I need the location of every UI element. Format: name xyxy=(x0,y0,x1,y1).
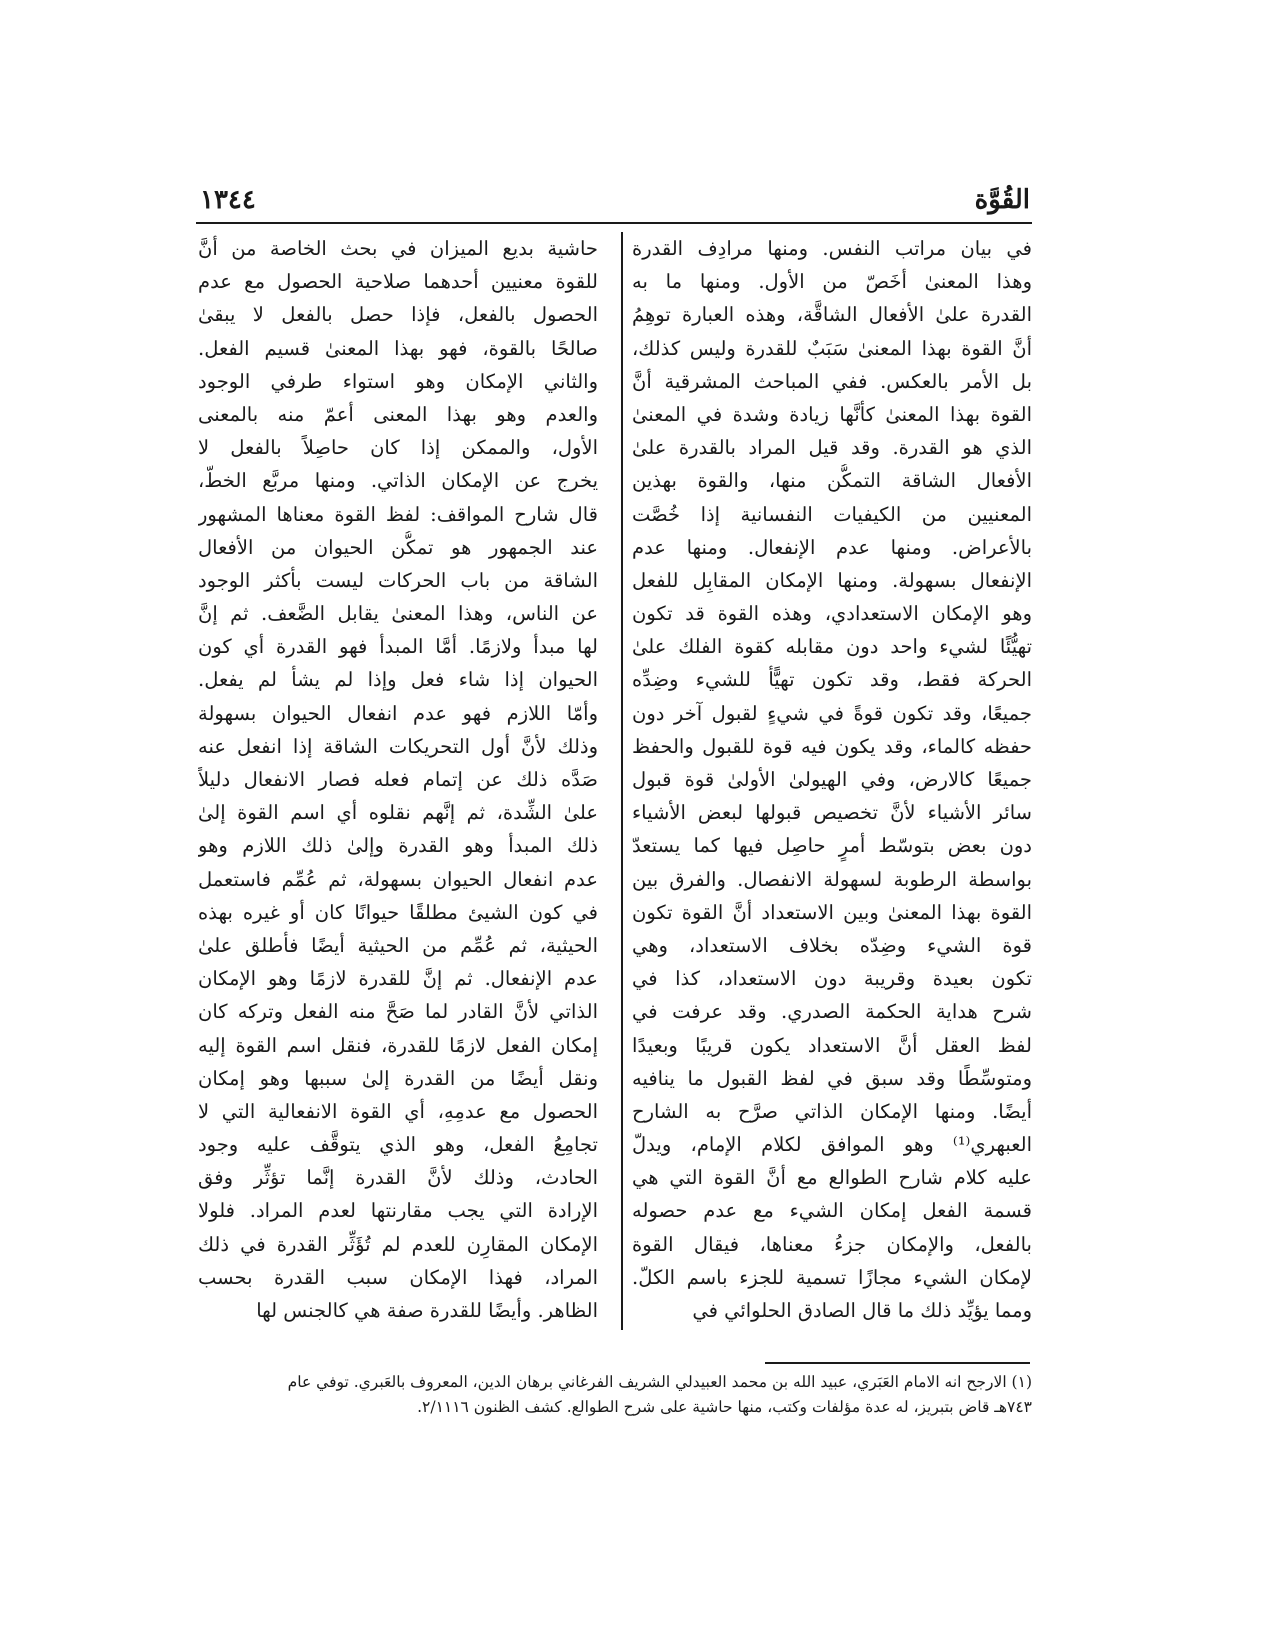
text-line: قسمة الفعل إمكان الشيء مع عدم حصوله xyxy=(632,1199,1032,1223)
footnote-line: ٧٤٣هـ قاض بتبريز، له عدة مؤلفات وكتب، منها حاشية على شرح الطوالع. كشف الظنون ٢/١١١٦. xyxy=(417,1398,1032,1416)
text-line: قال شارح المواقف: لفظ القوة معناها المشهور xyxy=(198,502,598,526)
text-line: الذاتي لأنَّ القادر لما صَحَّ منه الفعل وتركه كان xyxy=(198,1000,598,1024)
text-line: والعدم وهو بهذا المعنى أعمّ منه بالمعنى xyxy=(198,402,598,426)
text-line: يخرج عن الإمكان الذاتي. ومنها مربَّع الخطّ، xyxy=(198,469,598,493)
text-line: للقوة معنيين أحدهما صلاحية الحصول مع عدم xyxy=(198,270,598,294)
text-line: سائر الأشياء لأنَّ تخصيص قبولها لبعض الأشياء xyxy=(632,801,1032,825)
page-number: ١٣٤٤ xyxy=(200,185,256,215)
text-line: حفظه كالماء، وقد يكون فيه قوة للقبول والحفظ xyxy=(632,734,1032,758)
text-line: أيضًا. ومنها الإمكان الذاتي صرَّح به الشارح xyxy=(632,1099,1032,1123)
text-line: تكون بعيدة وقريبة دون الاستعداد، كذا في xyxy=(632,967,1032,991)
text-line: جميعًا كالارض، وفي الهيولىٰ الأولىٰ قوة قبول xyxy=(632,768,1032,791)
footnote-line: (١) الارجح انه الامام العَبَري، عبيد الله بن محمد العبيدلي الشريف الفرغاني برهان الدين، المعروف بالعَبري. توفي عام xyxy=(287,1373,1032,1391)
column-divider xyxy=(621,232,623,1330)
text-line: إمكان الفعل لازمًا للقدرة، فنقل اسم القوة إليه xyxy=(198,1033,598,1057)
running-title: القُوَّة xyxy=(974,185,1030,215)
text-line: شرح هداية الحكمة الصدري. وقد عرفت في xyxy=(632,1000,1032,1024)
text-line: لإمكان الشيء مجازًا تسمية للجزء باسم الكلّ. xyxy=(632,1265,1032,1289)
text-line: الحيثية، ثم عُمِّم من الحيثية أيضًا فأطلق علىٰ xyxy=(198,933,598,957)
text-line: علىٰ الشِّدة، ثم إنَّهم نقلوه أي اسم القوة إلىٰ xyxy=(198,801,598,825)
text-line: وهو الإمكان الاستعدادي، وهذه القوة قد تكون xyxy=(632,602,1032,626)
text-line: حاشية بديع الميزان في بحث الخاصة من أنَّ xyxy=(198,237,598,260)
text-line: القوة بهذا المعنىٰ وبين الاستعداد أنَّ القوة تكون xyxy=(632,900,1032,924)
right-text-column xyxy=(632,232,1032,1332)
text-line: تجامِعُ الفعل، وهو الذي يتوقَّف عليه وجود xyxy=(198,1133,598,1157)
text-line: بل الأمر بالعكس. ففي المباحث المشرقية أنَّ xyxy=(632,369,1032,393)
text-line: والثاني الإمكان وهو استواء طرفي الوجود xyxy=(198,369,598,393)
text-line: في بيان مراتب النفس. ومنها مرادِف القدرة xyxy=(632,237,1032,260)
text-line: عدم الإنفعال. ثم إنَّ للقدرة لازمًا وهو الإمكان xyxy=(198,967,598,991)
text-line: جميعًا، وقد تكون قوةً في شيءٍ لقبول آخر دون xyxy=(632,701,1032,725)
text-line: ونقل أيضًا من القدرة إلىٰ سببها وهو إمكان xyxy=(198,1066,598,1090)
text-line: بالفعل، والإمكان جزءُ معناها، فيقال القوة xyxy=(632,1232,1032,1256)
text-line: لها مبدأ ولازمًا. أمَّا المبدأ فهو القدرة أي كون xyxy=(198,635,598,659)
text-line: دون بعض بتوسّط أمرٍ حاصِل فيها كما يستعدّ xyxy=(632,834,1032,858)
text-line: الذي هو القدرة. وقد قيل المراد بالقدرة علىٰ xyxy=(632,436,1032,460)
text-line: عليه كلام شارح الطوالع مع أنَّ القوة التي هي xyxy=(632,1166,1032,1190)
text-line: العبهري⁽¹⁾ وهو الموافق لكلام الإمام، ويدلّ xyxy=(632,1133,1032,1157)
footnotes xyxy=(196,1370,1032,1420)
text-line: عدم انفعال الحيوان بسهولة، ثم عُمِّم فاستعمل xyxy=(198,867,598,891)
text-line: في كون الشيئ مطلقًا حيوانًا كان أو غيره بهذه xyxy=(198,900,598,924)
left-text-column xyxy=(198,232,598,1332)
text-line: ذلك المبدأ وهو القدرة وإلىٰ ذلك اللازم وهو xyxy=(198,834,598,858)
text-line: بواسطة الرطوبة لسهولة الانفصال. والفرق بين xyxy=(632,867,1032,891)
text-line: ومما يؤيِّد ذلك ما قال الصادق الحلوائي في xyxy=(692,1299,1032,1322)
text-line: وهذا المعنىٰ أخَصّ من الأول. ومنها ما به xyxy=(632,270,1032,294)
text-line: الأفعال الشاقة التمكُّن منها، والقوة بهذين xyxy=(632,469,1032,493)
text-line: عند الجمهور هو تمكُّن الحيوان من الأفعال xyxy=(198,535,598,559)
text-line: الظاهر. وأيضًا للقدرة صفة هي كالجنس لها xyxy=(256,1299,598,1322)
text-line: الشاقة من باب الحركات ليست بأكثر الوجود xyxy=(198,568,598,592)
text-line: صالحًا بالقوة، فهو بهذا المعنىٰ قسيم الفعل. xyxy=(198,336,598,360)
text-line: صَدَّه ذلك عن إتمام فعله فصار الانفعال دليلاً xyxy=(198,768,598,791)
text-line: القدرة علىٰ الأفعال الشاقَّة، وهذه العبارة توهِمُ xyxy=(632,303,1032,327)
text-line: الإنفعال بسهولة. ومنها الإمكان المقابِل للفعل xyxy=(632,568,1032,592)
text-line: الحصول مع عدمِهِ، أي القوة الانفعالية التي لا xyxy=(198,1099,598,1123)
text-line: الحصول بالفعل، فإذا حصل بالفعل لا يبقىٰ xyxy=(198,303,598,327)
text-line: عن الناس، وهذا المعنىٰ يقابل الضَّعف. ثم إنَّ xyxy=(198,602,598,626)
footnote-rule xyxy=(765,1362,1030,1364)
text-line: الحيوان إذا شاء فعل وإذا لم يشأ لم يفعل. xyxy=(198,668,598,692)
text-line: الحركة فقط، وقد تكون تهيًّأ للشيء وضِدِّه xyxy=(632,668,1032,692)
text-line: قوة الشيء وضِدّه بخلاف الاستعداد، وهي xyxy=(632,933,1032,957)
text-line: المراد، فهذا الإمكان سبب القدرة بحسب xyxy=(198,1265,598,1289)
text-line: الحادث، وذلك لأنَّ القدرة إنَّما تؤثِّر وفق xyxy=(198,1166,598,1190)
text-line: ومتوسِّطًا وقد سبق في لفظ القبول ما ينافيه xyxy=(632,1066,1032,1090)
text-line: المعنيين من الكيفيات النفسانية إذا خُصَّت xyxy=(632,502,1032,526)
text-line: وأمّا اللازم فهو عدم انفعال الحيوان بسهولة xyxy=(198,701,598,725)
text-line: وذلك لأنَّ أول التحريكات الشاقة إذا انفعل عنه xyxy=(198,734,598,758)
page-header xyxy=(200,185,1030,225)
text-line: القوة بهذا المعنىٰ كأنَّها زيادة وشدة في المعنىٰ xyxy=(632,402,1032,426)
header-rule xyxy=(196,222,1032,224)
text-line: تهيُّئًا لشيء واحد دون مقابله كقوة الفلك علىٰ xyxy=(632,635,1032,659)
text-line: الأول، والممكن إذا كان حاصِلاً بالفعل لا xyxy=(198,436,598,460)
text-line: الإمكان المقارِن للعدم لم تُؤَثِّر القدرة في ذلك xyxy=(198,1232,598,1256)
text-line: الإرادة التي يجب مقارنتها لعدم المراد. فلولا xyxy=(198,1199,598,1223)
text-line: أنَّ القوة بهذا المعنىٰ سَبَبٌ للقدرة وليس كذلك، xyxy=(632,336,1032,360)
text-line: بالأعراض. ومنها عدم الإنفعال. ومنها عدم xyxy=(632,535,1032,559)
text-line: لفظ العقل أنَّ الاستعداد يكون قريبًا وبعيدًا xyxy=(632,1033,1032,1057)
